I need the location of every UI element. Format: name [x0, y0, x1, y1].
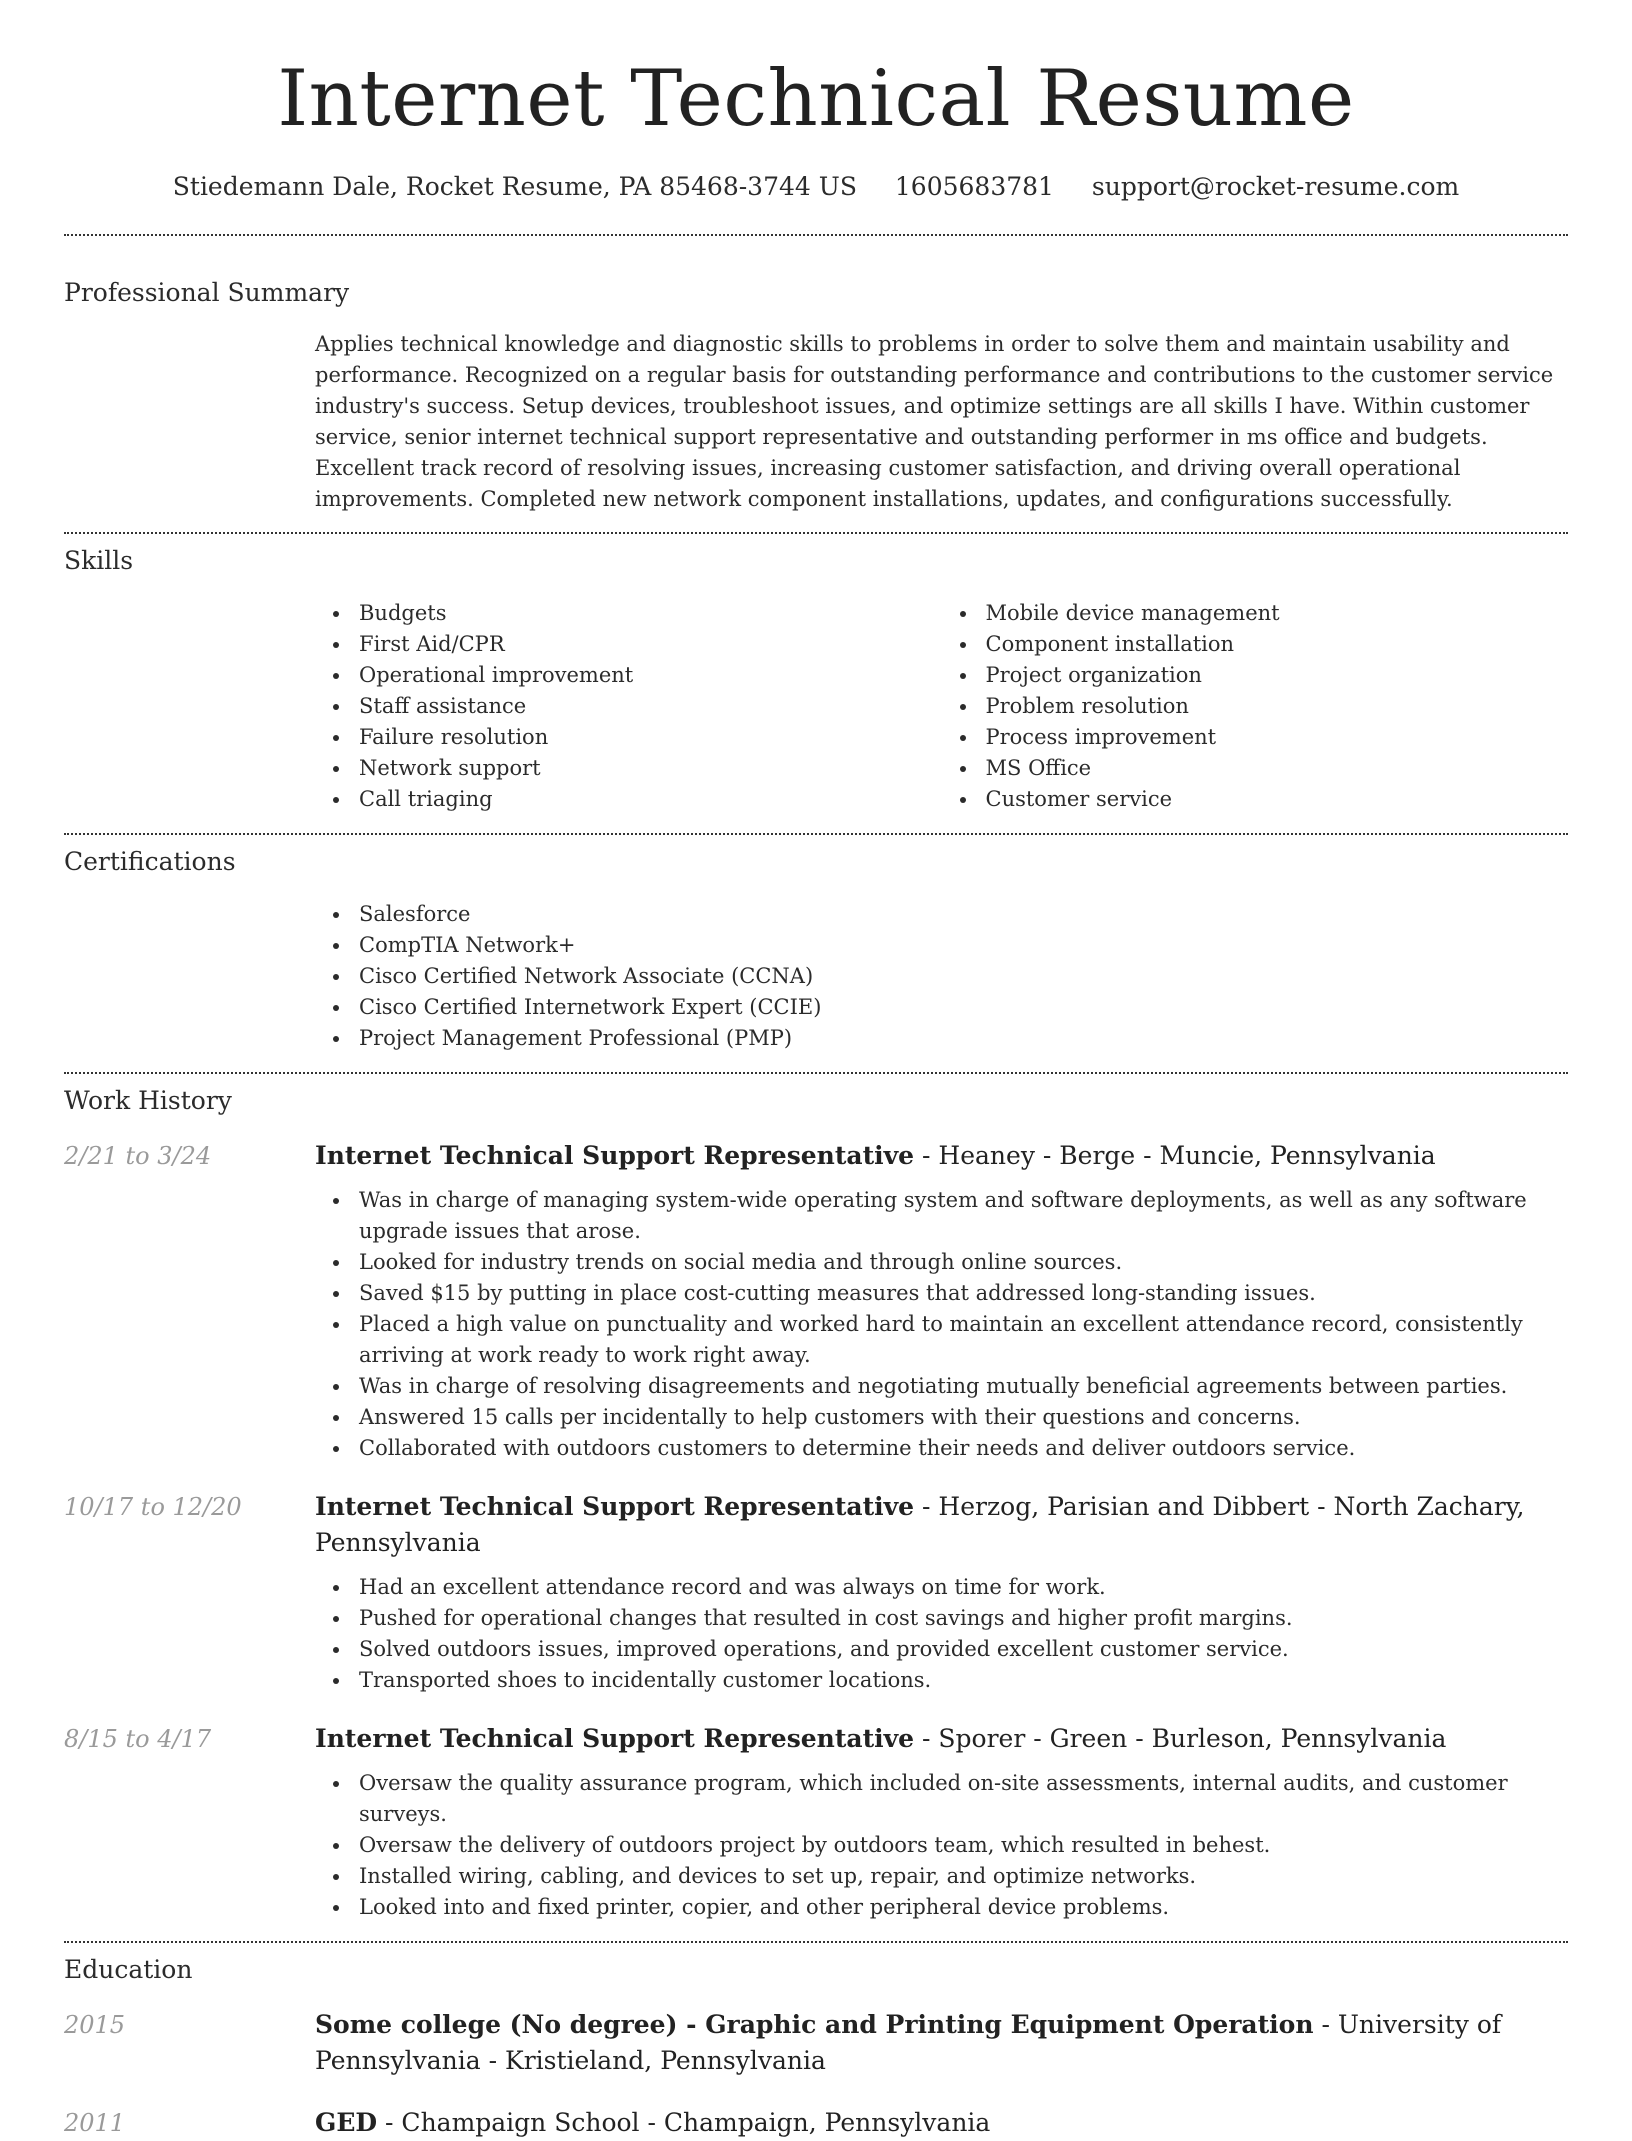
list-item: Call triaging	[359, 784, 942, 815]
job-dates: 8/15 to 4/17	[64, 1725, 212, 1753]
list-item: First Aid/CPR	[359, 629, 942, 660]
contact-address: Stiedemann Dale, Rocket Resume, PA 85468-3744 US	[172, 172, 857, 201]
section-title-skills: Skills	[64, 546, 134, 575]
job-details: - Sporer - Green - Burleson, Pennsylvania	[914, 1724, 1447, 1753]
job-details: - Heaney - Berge - Muncie, Pennsylvania	[914, 1141, 1436, 1170]
section-title-education: Education	[64, 1955, 193, 1984]
list-item: Collaborated with outdoors customers to determine their needs and deliver outdoors service.	[359, 1433, 1568, 1464]
list-item: CompTIA Network+	[359, 930, 1568, 961]
certifications-section	[64, 835, 1568, 1054]
skills-section	[64, 534, 1568, 815]
list-item: Customer service	[986, 784, 1569, 815]
list-item: Problem resolution	[986, 691, 1569, 722]
list-item: Component installation	[986, 629, 1569, 660]
list-item: Staff assistance	[359, 691, 942, 722]
list-item: Answered 15 calls per incidentally to help customers with their questions and concerns.	[359, 1402, 1568, 1433]
list-item: Solved outdoors issues, improved operations, and provided excellent customer service.	[359, 1634, 1568, 1665]
section-title-work: Work History	[64, 1086, 232, 1115]
list-item: Failure resolution	[359, 722, 942, 753]
list-item: Oversaw the quality assurance program, which included on-site assessments, internal audits, and customer surveys.	[359, 1768, 1568, 1830]
list-item: Installed wiring, cabling, and devices to set up, repair, and optimize networks.	[359, 1861, 1568, 1892]
job-role: Internet Technical Support Representative	[315, 1492, 915, 1521]
job-entry	[64, 1721, 1568, 1923]
list-item: Operational improvement	[359, 660, 942, 691]
education-degree: Some college (No degree) - Graphic and Printing Equipment Operation	[315, 2010, 1314, 2039]
list-item: Was in charge of resolving disagreements and negotiating mutually beneficial agreements between parties.	[359, 1371, 1568, 1402]
contact-phone: 1605683781	[894, 172, 1054, 201]
skills-list-right	[942, 598, 1569, 815]
certifications-list	[315, 899, 1568, 1054]
resume-page	[64, 0, 1568, 2141]
list-item: Cisco Certified Network Associate (CCNA)	[359, 961, 1568, 992]
list-item: Network support	[359, 753, 942, 784]
resume-title: Internet Technical Resume	[277, 54, 1355, 144]
list-item: Cisco Certified Internetwork Expert (CCIE)	[359, 992, 1568, 1023]
contact-line	[64, 170, 1568, 204]
education-entry	[64, 2105, 1568, 2141]
education-degree: GED	[315, 2108, 378, 2137]
skills-list-left	[315, 598, 942, 815]
job-bullets	[315, 1185, 1568, 1464]
job-heading	[315, 1138, 1568, 1174]
list-item: Had an excellent attendance record and was always on time for work.	[359, 1572, 1568, 1603]
contact-email[interactable]: support@rocket-resume.com	[1091, 172, 1460, 201]
section-title-certifications: Certifications	[64, 847, 236, 876]
education-details: - Champaign School - Champaign, Pennsylvania	[377, 2108, 991, 2137]
job-entry	[64, 1489, 1568, 1696]
list-item: Budgets	[359, 598, 942, 629]
job-entry	[64, 1138, 1568, 1464]
education-entry	[64, 2007, 1568, 2079]
list-item: Looked for industry trends on social media and through online sources.	[359, 1247, 1568, 1278]
job-role: Internet Technical Support Representative	[315, 1724, 915, 1753]
job-dates: 2/21 to 3/24	[64, 1142, 212, 1170]
list-item: MS Office	[986, 753, 1569, 784]
job-bullets	[315, 1572, 1568, 1696]
list-item: Process improvement	[986, 722, 1569, 753]
list-item: Mobile device management	[986, 598, 1569, 629]
list-item: Pushed for operational changes that resulted in cost savings and higher profit margins.	[359, 1603, 1568, 1634]
job-heading	[315, 1489, 1568, 1561]
education-heading	[315, 2105, 1568, 2141]
education-details: - University of Pennsylvania - Kristieland, Pennsylvania	[315, 2010, 1502, 2075]
job-heading	[315, 1721, 1568, 1757]
list-item: Saved $15 by putting in place cost-cutting measures that addressed long-standing issues.	[359, 1278, 1568, 1309]
list-item: Project Management Professional (PMP)	[359, 1023, 1568, 1054]
summary-section	[64, 236, 1568, 515]
list-item: Was in charge of managing system-wide operating system and software deployments, as well as any software upgrade issues that arose.	[359, 1185, 1568, 1247]
list-item: Placed a high value on punctuality and worked hard to maintain an excellent attendance record, consistently arriving at work ready to work right away.	[359, 1309, 1568, 1371]
list-item: Salesforce	[359, 899, 1568, 930]
job-dates: 10/17 to 12/20	[64, 1493, 242, 1521]
list-item: Oversaw the delivery of outdoors project by outdoors team, which resulted in behest.	[359, 1830, 1568, 1861]
job-bullets	[315, 1768, 1568, 1923]
education-section	[64, 1943, 1568, 2141]
list-item: Transported shoes to incidentally customer locations.	[359, 1665, 1568, 1696]
summary-text: Applies technical knowledge and diagnostic skills to problems in order to solve them and maintain usability and performance. Recognized on a regular basis for outstanding performance and contributions to the customer service industry's success. Setup devices, troubleshoot issues, and optimize settings are all skills I have. Within customer service, senior internet technical support representative and outstanding performer in ms office and budgets. Excellent track record of resolving issues, increasing customer satisfaction, and driving overall operational improvements. Completed new network component installations, updates, and configurations successfully.	[315, 332, 1554, 511]
list-item: Project organization	[986, 660, 1569, 691]
section-title-summary: Professional Summary	[64, 278, 350, 307]
list-item: Looked into and fixed printer, copier, and other peripheral device problems.	[359, 1892, 1568, 1923]
work-section	[64, 1074, 1568, 1923]
education-year: 2015	[64, 2011, 126, 2039]
education-heading	[315, 2007, 1568, 2079]
education-year: 2011	[64, 2109, 126, 2137]
job-details: - Herzog, Parisian and Dibbert - North Zachary, Pennsylvania	[315, 1492, 1525, 1557]
job-role: Internet Technical Support Representative	[315, 1141, 915, 1170]
